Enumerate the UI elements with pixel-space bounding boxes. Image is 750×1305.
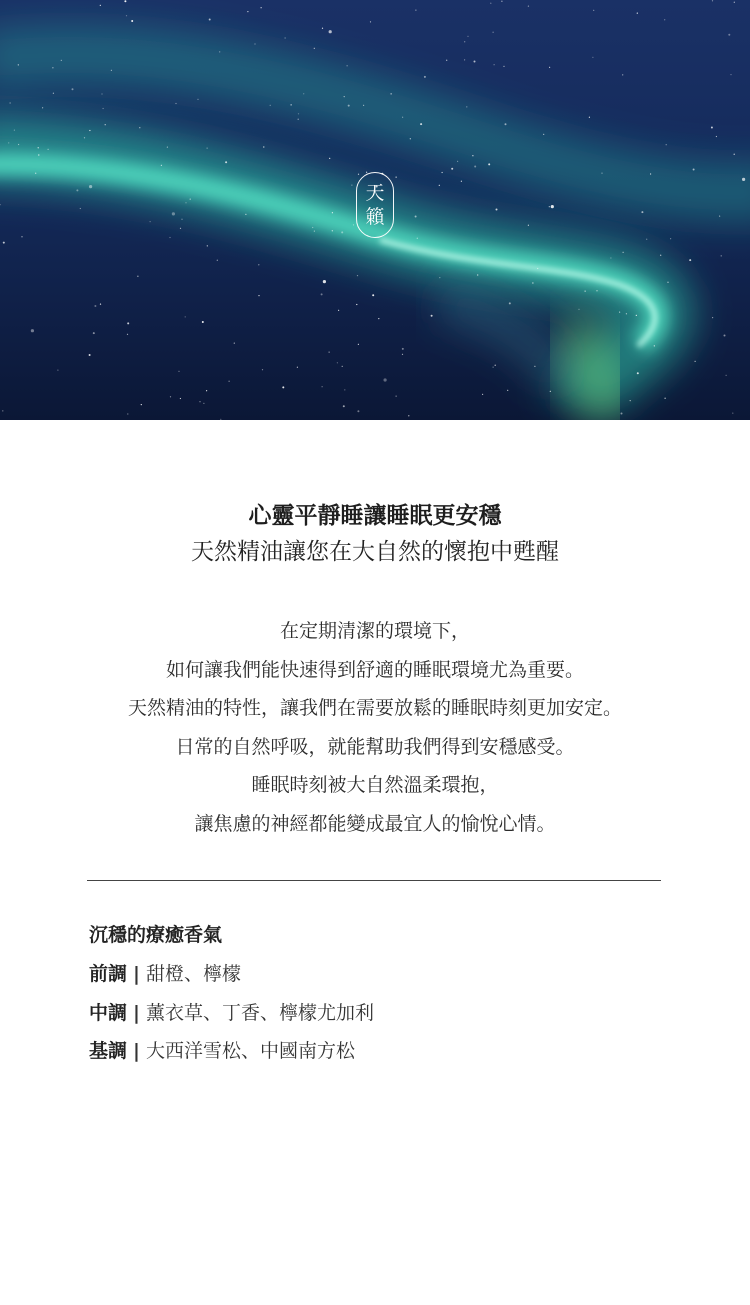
star: [646, 239, 647, 240]
star: [712, 317, 713, 318]
star: [630, 400, 631, 401]
star: [127, 413, 128, 414]
star: [370, 21, 371, 22]
star: [2, 410, 3, 411]
star: [207, 245, 208, 246]
star: [509, 302, 511, 304]
star: [474, 61, 476, 63]
star: [332, 212, 333, 213]
star: [592, 57, 593, 58]
note-separator: |: [133, 963, 140, 985]
description-line: 讓焦慮的神經都能變成最宜人的愉悅心情。: [194, 812, 556, 835]
star: [18, 64, 19, 65]
star: [654, 345, 655, 346]
star: [175, 103, 176, 104]
description-line: 如何讓我們能快速得到舒適的睡眠環境尤為重要。: [165, 658, 584, 681]
star: [312, 227, 313, 228]
star: [507, 390, 508, 391]
star: [402, 117, 403, 118]
star: [637, 372, 639, 374]
star: [585, 291, 586, 292]
star: [549, 67, 550, 68]
note-value: 甜橙、檸檬: [145, 963, 241, 985]
star: [537, 268, 538, 269]
star: [408, 415, 409, 416]
star: [322, 386, 323, 387]
star: [719, 216, 720, 217]
star: [89, 354, 91, 356]
star: [551, 205, 554, 208]
notes-title: 沉穩的療癒香氣: [89, 924, 223, 946]
star: [38, 147, 39, 148]
star: [493, 32, 494, 33]
star: [282, 386, 284, 388]
star: [528, 6, 529, 7]
star: [57, 370, 58, 371]
star: [297, 367, 298, 368]
description-line: 在定期清潔的環境下，: [279, 620, 470, 642]
star: [660, 255, 661, 256]
star: [384, 378, 387, 381]
star: [596, 290, 597, 291]
star: [457, 161, 458, 162]
star: [344, 96, 345, 97]
star: [461, 181, 462, 182]
star: [619, 312, 620, 313]
star: [263, 146, 264, 147]
star: [93, 332, 95, 334]
star: [180, 398, 181, 399]
star: [329, 352, 330, 353]
note-value: 大西洋雪松、中國南方松: [145, 1040, 355, 1062]
star: [343, 405, 345, 407]
star: [495, 365, 496, 366]
star: [105, 124, 106, 125]
star: [338, 310, 339, 311]
fragrance-notes-list: [89, 959, 374, 1075]
star: [322, 28, 323, 29]
seal-char: 籟: [365, 206, 385, 228]
star: [734, 2, 735, 3]
star: [693, 169, 695, 171]
star: [127, 322, 129, 324]
star: [190, 199, 191, 200]
star: [623, 252, 624, 253]
star: [314, 48, 315, 49]
star: [180, 228, 181, 229]
star: [89, 130, 90, 131]
star: [127, 334, 128, 335]
star: [217, 260, 218, 261]
star: [100, 5, 101, 6]
star: [732, 413, 733, 414]
star: [726, 375, 727, 376]
star: [464, 59, 465, 60]
star: [172, 212, 175, 215]
star: [48, 149, 49, 150]
headline: 心靈平靜睡讓睡眠更安穩: [248, 503, 502, 529]
star: [695, 361, 696, 362]
star: [396, 177, 397, 178]
star: [285, 37, 286, 38]
star: [378, 318, 379, 319]
seal-char: 天: [365, 182, 385, 204]
star: [341, 231, 343, 233]
star: [262, 369, 263, 370]
subheadline: 天然精油讓您在大自然的懷抱中甦醒: [191, 539, 559, 565]
note-row-middle: [89, 998, 374, 1037]
star: [467, 36, 468, 37]
star: [543, 134, 544, 135]
star: [357, 275, 358, 276]
star: [181, 219, 182, 220]
star: [103, 108, 104, 109]
star: [185, 202, 186, 203]
main-content: [0, 420, 750, 1305]
star: [101, 93, 102, 94]
star: [534, 366, 535, 367]
star: [321, 293, 323, 295]
star: [410, 138, 411, 139]
star: [417, 238, 418, 239]
star: [35, 173, 36, 174]
star: [712, 0, 713, 1]
star: [337, 362, 338, 363]
star: [303, 93, 304, 94]
note-row-top: [89, 959, 374, 998]
note-label: 中調: [89, 1001, 128, 1024]
star: [207, 148, 208, 149]
star: [344, 389, 345, 390]
star: [225, 161, 227, 163]
star: [439, 185, 440, 186]
star: [270, 105, 271, 106]
star: [666, 144, 667, 145]
description-line: 睡眠時刻被大自然溫柔環抱，: [251, 774, 499, 797]
star: [549, 206, 550, 207]
star: [332, 230, 333, 231]
star: [347, 65, 348, 66]
star: [496, 209, 498, 211]
star: [178, 371, 179, 372]
star: [298, 113, 299, 114]
star: [261, 7, 262, 8]
star: [14, 130, 15, 131]
star: [420, 123, 422, 125]
star: [490, 3, 491, 4]
star: [348, 105, 350, 107]
tianlai-seal-logo: [356, 172, 394, 238]
star: [415, 216, 417, 218]
note-value: 薰衣草、丁香、檸檬尤加利: [145, 1001, 374, 1024]
note-separator: |: [133, 1040, 140, 1062]
star: [621, 413, 623, 415]
star: [124, 0, 126, 2]
star: [356, 304, 357, 305]
star: [402, 354, 403, 355]
star: [622, 74, 623, 75]
star: [84, 137, 85, 138]
star: [503, 66, 504, 67]
star: [53, 93, 54, 94]
star: [472, 155, 473, 156]
star: [721, 255, 722, 256]
description-line: 天然精油的特性，讓我們在需要放鬆的睡眠時刻更加安定。: [127, 697, 622, 720]
star: [72, 88, 74, 90]
star: [42, 107, 43, 108]
star: [665, 398, 666, 399]
star: [245, 214, 246, 215]
star: [185, 316, 186, 317]
star: [89, 185, 92, 188]
star: [247, 11, 248, 12]
star: [363, 105, 364, 106]
star: [137, 276, 138, 277]
star: [21, 236, 22, 237]
star: [442, 172, 443, 173]
note-label: 前調: [89, 963, 128, 985]
star: [626, 313, 627, 314]
star: [314, 231, 315, 232]
star: [728, 34, 730, 36]
star: [329, 158, 330, 159]
star: [593, 10, 594, 11]
star: [76, 189, 78, 191]
star: [641, 211, 643, 213]
star: [229, 381, 230, 382]
star: [532, 282, 533, 283]
note-separator: |: [133, 1001, 140, 1024]
star: [150, 221, 151, 222]
star: [466, 106, 467, 107]
star: [203, 403, 204, 404]
star: [358, 344, 359, 345]
star: [711, 127, 713, 129]
star: [199, 401, 200, 402]
star: [716, 136, 717, 137]
star: [353, 224, 354, 225]
star: [391, 93, 392, 94]
star: [10, 102, 11, 103]
star: [139, 127, 140, 128]
description-paragraph: [0, 612, 750, 844]
star: [100, 304, 101, 305]
star: [601, 173, 602, 174]
star: [18, 144, 19, 145]
star: [396, 396, 397, 397]
star: [505, 123, 507, 125]
star: [650, 173, 651, 174]
section-divider: [87, 880, 661, 881]
star: [488, 163, 490, 165]
star: [80, 208, 81, 209]
note-label: 基調: [89, 1040, 128, 1062]
star: [323, 280, 326, 283]
star: [197, 99, 198, 100]
star: [358, 174, 359, 175]
star: [258, 264, 259, 265]
star: [219, 51, 220, 52]
star: [258, 295, 259, 296]
star: [141, 404, 142, 405]
star: [610, 257, 611, 258]
star: [202, 321, 204, 323]
star: [424, 76, 426, 78]
star: [61, 60, 62, 61]
star: [298, 119, 299, 120]
star: [31, 329, 34, 332]
star: [167, 147, 168, 148]
star: [578, 309, 579, 310]
star: [451, 168, 453, 170]
star: [94, 305, 96, 307]
star: [664, 19, 665, 20]
star: [636, 315, 637, 316]
star: [372, 294, 374, 296]
star: [169, 237, 170, 238]
star: [439, 277, 440, 278]
star: [357, 410, 359, 412]
star: [234, 343, 235, 344]
star: [351, 185, 352, 186]
star: [734, 154, 735, 155]
star: [291, 104, 292, 105]
star: [3, 242, 5, 244]
star: [477, 274, 478, 275]
star: [206, 390, 207, 391]
star: [254, 43, 255, 44]
star: [742, 178, 745, 181]
star: [415, 10, 416, 11]
star: [730, 74, 731, 75]
star: [550, 391, 551, 392]
star: [494, 64, 495, 65]
star: [689, 259, 691, 261]
star: [329, 30, 332, 33]
star: [38, 154, 39, 155]
star: [342, 366, 343, 367]
star: [528, 225, 529, 226]
star: [111, 70, 112, 71]
star: [589, 117, 590, 118]
star: [501, 1, 502, 2]
star: [667, 282, 668, 283]
star: [464, 41, 465, 42]
star: [161, 165, 162, 166]
star: [637, 13, 638, 14]
star: [493, 367, 494, 368]
star: [209, 19, 211, 21]
star: [482, 394, 483, 395]
star: [126, 15, 127, 16]
star: [8, 142, 9, 143]
star: [474, 166, 476, 168]
star: [402, 348, 404, 350]
star: [446, 60, 447, 61]
star: [724, 335, 726, 337]
description-line: 日常的自然呼吸，就能幫助我們得到安穩感受。: [175, 735, 575, 758]
star: [670, 238, 671, 239]
hero-banner: [0, 0, 750, 420]
note-row-base: [89, 1036, 374, 1075]
star: [170, 396, 171, 397]
star: [431, 315, 433, 317]
star: [52, 67, 53, 68]
star: [131, 20, 133, 22]
